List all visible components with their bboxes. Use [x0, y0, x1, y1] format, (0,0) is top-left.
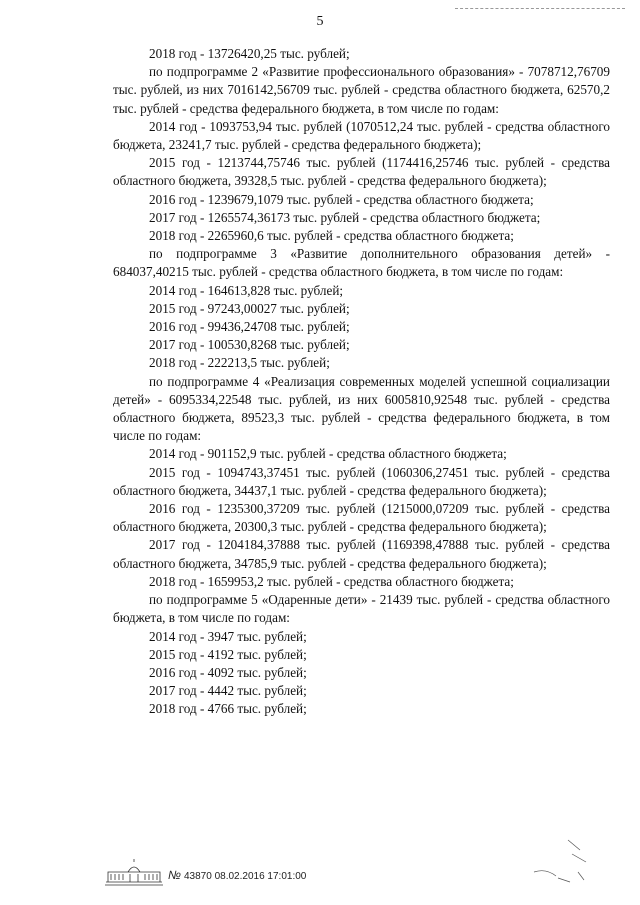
- paragraph: 2017 год - 100530,8268 тыс. рублей;: [149, 337, 350, 353]
- building-logo-icon: [103, 858, 165, 888]
- paragraph: 2015 год - 4192 тыс. рублей;: [149, 646, 307, 662]
- paragraph: по подпрограмме 2 «Развитие профессионального образования» - 7078712,76709 тыс. рублей, из них 7016142,56709 тыс. рублей - средства областного бюджета, 62570,2 тыс. рублей - средства федерального бюджета, в том числе по годам:: [113, 64, 610, 116]
- paragraph: по подпрограмме 4 «Реализация современных моделей успешной социализации детей» - 6095334,22548 тыс. рублей, из них 6005810,92548 тыс. рублей - средства областного бюджета, 89523,3 тыс. рублей - средства федерального бюджета, в том числе по годам:: [113, 373, 610, 444]
- paragraph: 2017 год - 1204184,37888 тыс. рублей (1169398,47888 тыс. рублей - средства областного бюджета, 34785,9 тыс. рублей - средства федерального бюджета);: [113, 537, 610, 571]
- paragraph: 2018 год - 222213,5 тыс. рублей;: [149, 355, 330, 371]
- paragraph: 2014 год - 3947 тыс. рублей;: [149, 628, 307, 644]
- paragraph: 2018 год - 13726420,25 тыс. рублей;: [149, 46, 350, 61]
- paragraph: 2018 год - 2265960,6 тыс. рублей - средства областного бюджета;: [149, 228, 514, 244]
- paragraph: 2015 год - 1094743,37451 тыс. рублей (1060306,27451 тыс. рублей - средства областного бюджета, 34437,1 тыс. рублей - средства федерального бюджета);: [113, 464, 610, 498]
- paragraph: по подпрограмме 5 «Одаренные дети» - 21439 тыс. рублей - средства областного бюджета, в том числе по годам:: [113, 592, 610, 626]
- paragraph: 2016 год - 4092 тыс. рублей;: [149, 664, 307, 680]
- paragraph: 2016 год - 1239679,1079 тыс. рублей - средства областного бюджета;: [149, 191, 534, 207]
- paragraph: 2014 год - 901152,9 тыс. рублей - средства областного бюджета;: [149, 446, 507, 462]
- paragraph: 2018 год - 1659953,2 тыс. рублей - средства областного бюджета;: [149, 573, 514, 589]
- paragraph: 2014 год - 1093753,94 тыс. рублей (1070512,24 тыс. рублей - средства областного бюджета, 23241,7 тыс. рублей - средства федерального бюджета);: [113, 118, 610, 153]
- number-sign: №: [168, 868, 181, 882]
- paragraph: 2017 год - 4442 тыс. рублей;: [149, 683, 307, 699]
- page-number: 5: [316, 14, 324, 29]
- handwritten-mark: [528, 832, 598, 892]
- paragraph: по подпрограмме 3 «Развитие дополнительного образования детей» - 684037,40215 тыс. рублей - средства областного бюджета, в том числе по годам:: [113, 246, 610, 280]
- paragraph: 2015 год - 97243,00027 тыс. рублей;: [149, 300, 350, 316]
- paragraph: 2015 год - 1213744,75746 тыс. рублей (1174416,25746 тыс. рублей - средства областного бюджета, 39328,5 тыс. рублей - средства федерального бюджета);: [113, 155, 610, 189]
- scan-edge-mark: [455, 8, 625, 11]
- document-body: [113, 45, 610, 719]
- paragraph: 2014 год - 164613,828 тыс. рублей;: [149, 282, 344, 298]
- paragraph: 2016 год - 99436,24708 тыс. рублей;: [149, 319, 350, 335]
- paragraph: 2017 год - 1265574,36173 тыс. рублей - средства областного бюджета;: [149, 209, 541, 225]
- registration-stamp: [168, 868, 306, 882]
- paragraph: 2016 год - 1235300,37209 тыс. рублей (1215000,07209 тыс. рублей - средства областного бюджета, 20300,3 тыс. рублей - средства федерального бюджета);: [113, 501, 610, 535]
- paragraph: 2018 год - 4766 тыс. рублей;: [149, 701, 307, 717]
- stamp-text: 43870 08.02.2016 17:01:00: [184, 871, 307, 882]
